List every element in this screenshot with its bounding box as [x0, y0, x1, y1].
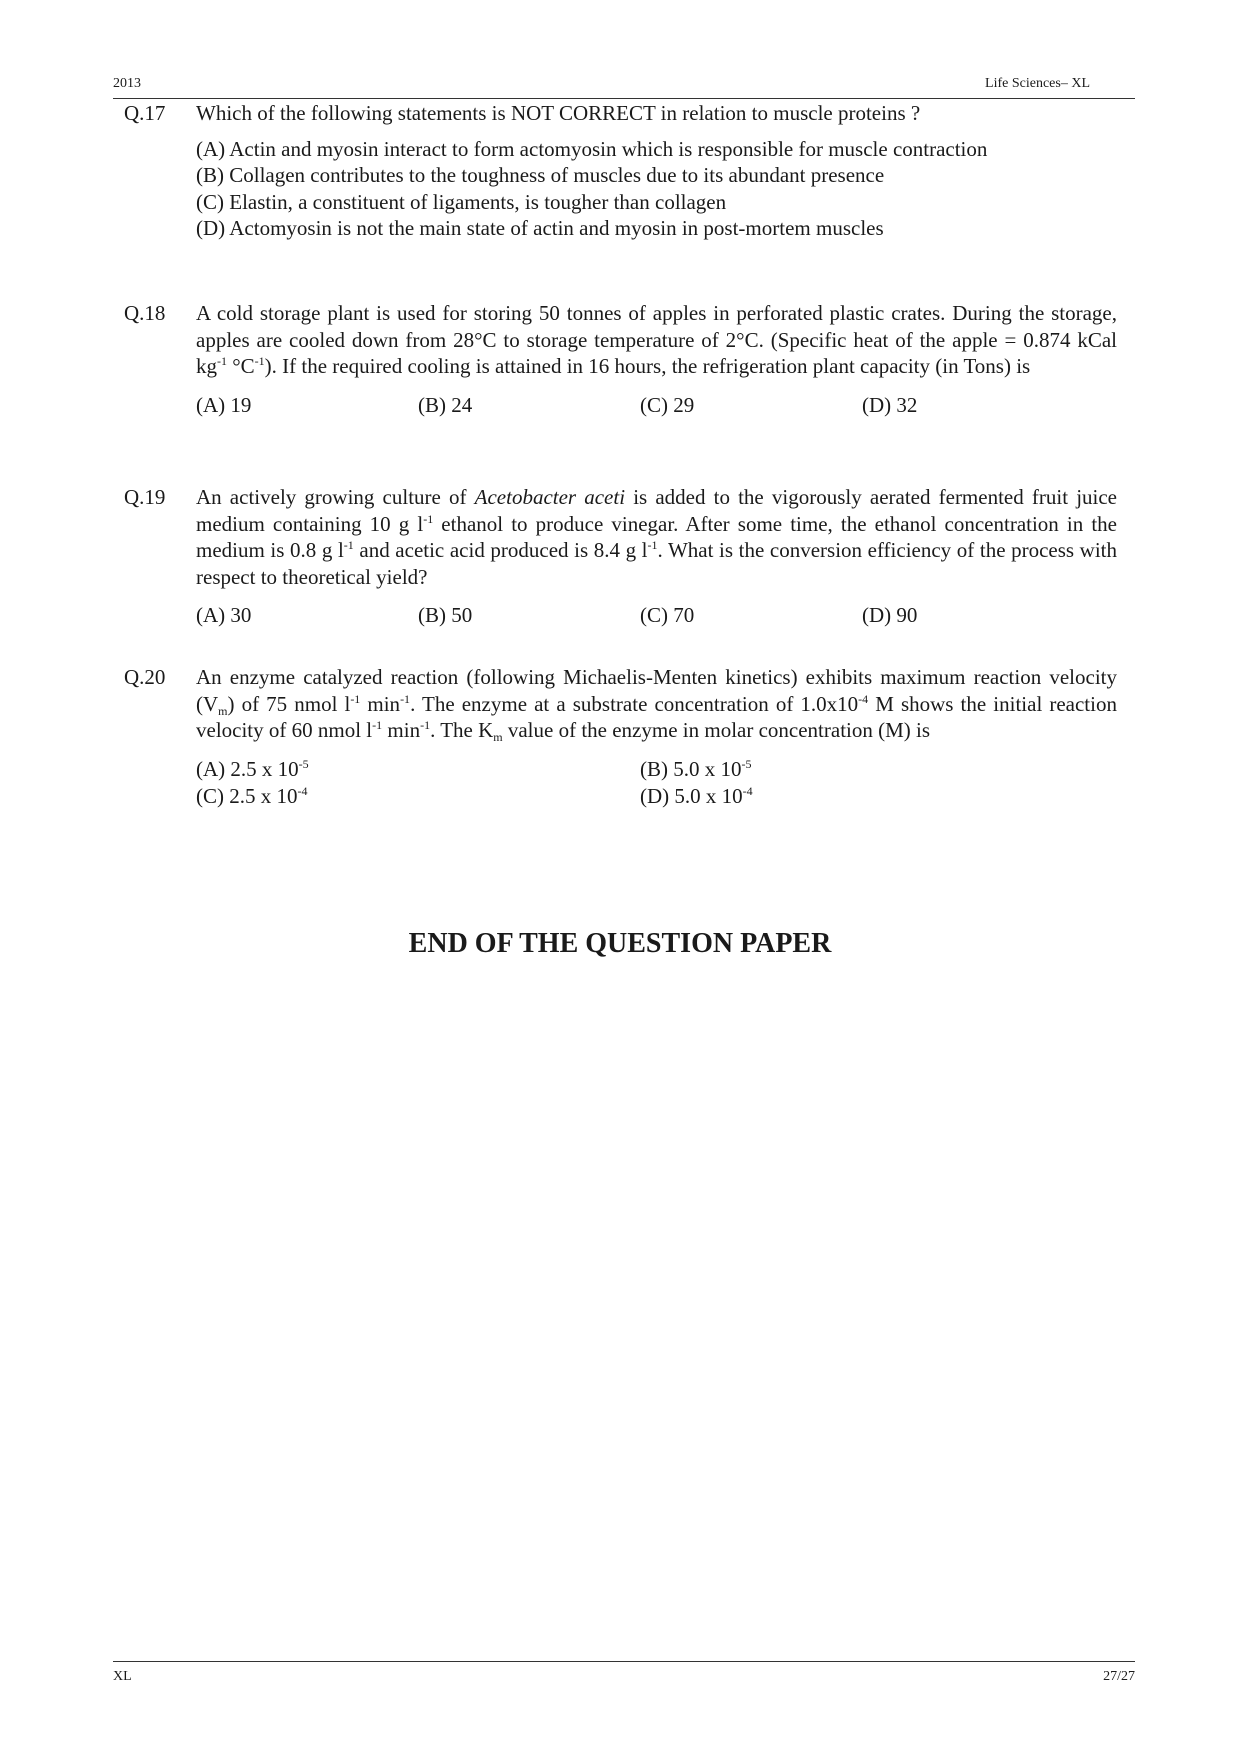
option-b: (B) 5.0 x $10^{-5}$ — [640, 756, 752, 781]
option-a: (A) Actin and myosin interact to form actomyosin which is responsible for muscle contraction — [196, 136, 988, 161]
end-of-paper-heading: END OF THE QUESTION PAPER — [408, 928, 832, 959]
question-stem: A cold storage plant is used for storing 50 tonnes of apples in perforated plastic crates. During the storage, apples are cooled down from 28°C to storage temperature of 2°C. (Specific heat of the apple = 0.874 kCal $kg^{-1}$ $^\circ C^{-1}$). If the required cooling is attained in 16 hours, the refrigeration plant capacity (in Tons) is — [196, 301, 1117, 378]
option-b: (B) Collagen contributes to the toughness of muscles due to its abundant presence — [196, 163, 885, 187]
question-number: Q.18 — [124, 301, 166, 325]
option-a: (A) 2.5 x $10^{-5}$ — [196, 756, 309, 781]
question-number: Q.20 — [124, 665, 166, 689]
option-b: (B) 24 — [418, 392, 473, 417]
options-grid — [196, 756, 1117, 812]
option-c: (C) 70 — [640, 603, 695, 627]
option-a: (A) 19 — [196, 392, 252, 417]
option-d: (D) 32 — [862, 392, 918, 417]
options-row — [196, 602, 1117, 629]
option-d: (D) Actomyosin is not the main state of actin and myosin in post-mortem muscles — [196, 216, 884, 240]
page-footer — [113, 1661, 1135, 1686]
option-d: (D) 90 — [862, 603, 918, 627]
option-c: (C) 29 — [640, 392, 695, 417]
page-number: 27/27 — [1103, 1669, 1135, 1684]
question-number: Q.19 — [124, 485, 166, 509]
question-stem: An enzyme catalyzed reaction (following Michaelis-Menten kinetics) exhibits maximum reaction velocity $(V_m)$ of 75 nmol $l^{-1}$ $\min^{-1}$. The enzyme at a substrate concentration of $1.0x10^{-4}$ M shows the initial reaction velocity of 60 nmol $l^{-1}$ $\min^{-1}$. The $K_m$ value of the enzyme in molar concentration (M) is — [196, 665, 1117, 744]
header-year: 2013 — [113, 76, 141, 91]
option-a: (A) 30 — [196, 603, 252, 627]
footer-code: XL — [113, 1669, 132, 1684]
question-stem: Which of the following statements is NOT CORRECT in relation to muscle proteins ? — [196, 101, 921, 125]
question-number: Q.17 — [124, 101, 166, 125]
option-c: (C) 2.5 x $10^{-4}$ — [196, 783, 308, 808]
options-row — [196, 392, 1117, 419]
option-c: (C) Elastin, a constituent of ligaments, is tougher than collagen — [196, 189, 727, 214]
page-header — [113, 74, 1135, 99]
question-stem: An actively growing culture of Acetobacter aceti is added to the vigorously aerated fermented fruit juice medium containing 10 g $l^{-1}$ ethanol to produce vinegar. After some time, the ethanol concentration in the medium is 0.8 g $l^{-1}$ and acetic acid produced is 8.4 g $l^{-1}$. What is the conversion efficiency of the process with respect to theoretical yield? — [196, 485, 1118, 589]
header-subject: Life Sciences– XL — [985, 76, 1090, 91]
option-d: (D) 5.0 x $10^{-4}$ — [640, 783, 753, 808]
options-list — [196, 136, 1117, 242]
option-b: (B) 50 — [418, 603, 473, 627]
